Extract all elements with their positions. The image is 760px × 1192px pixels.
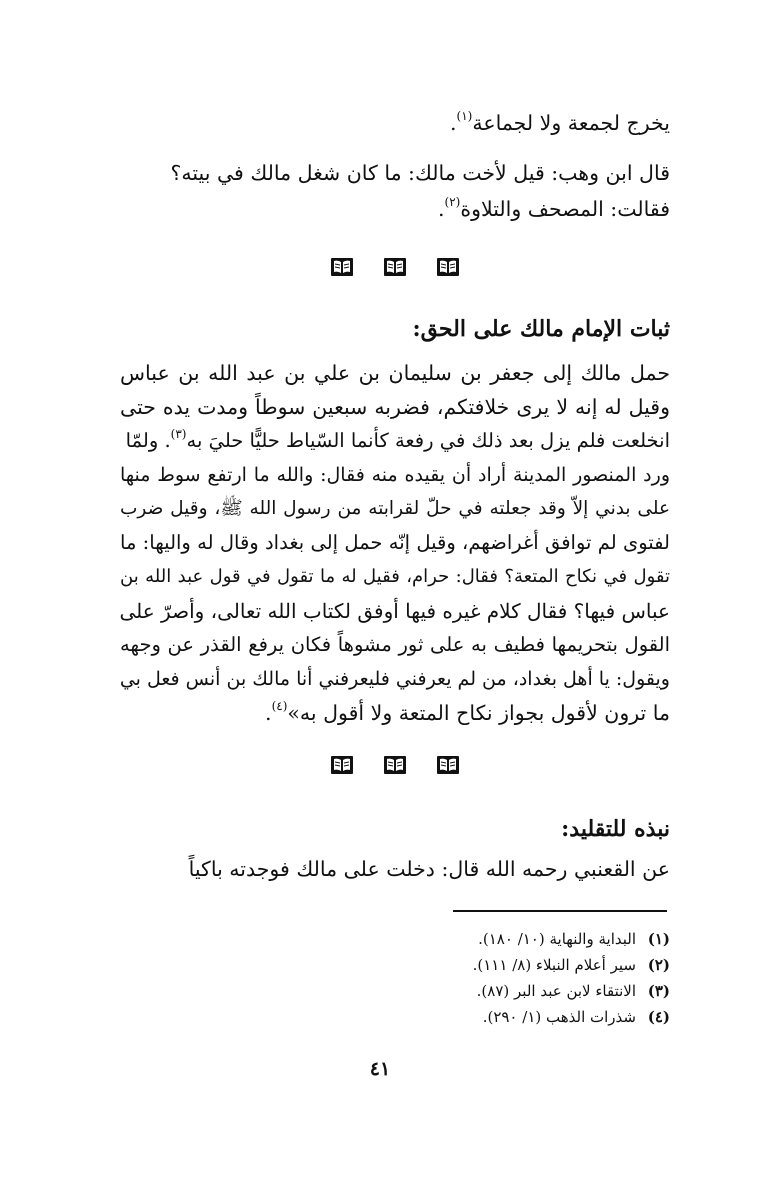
section2-line-1: عن القعنبي رحمه الله قال: دخلت على مالك فوجدته باكياً	[188, 857, 670, 881]
intro-line-3	[120, 192, 670, 226]
body-line-with-ref	[120, 424, 670, 458]
body-line: ورد المنصور المدينة أراد أن يقيده منه فقال: والله ما ارتفع سوط منها	[120, 464, 670, 486]
intro-line-3-end: .	[437, 197, 445, 221]
page-number: ٤١	[369, 1058, 391, 1080]
footnote-text: شذرات الذهب (١/ ٢٩٠).	[482, 1008, 636, 1026]
footnote-ref-2: (٢)	[444, 195, 461, 210]
intro-line-1-text: يخرج لجمعة ولا لجماعة	[472, 111, 670, 135]
section-heading-imitation: نبذه للتقليد:	[561, 816, 670, 842]
section-divider-ornaments-2	[330, 752, 460, 778]
body-last-text: ما ترون لأقول بجواز نكاح المتعة ولا أقول به»	[287, 701, 670, 725]
open-book-icon	[330, 754, 354, 776]
footnote-separator	[453, 910, 667, 912]
body-line: القول بتحريمها فطيف به على ثور مشوهاً فكان يرفع القذر عن وجهه	[120, 633, 670, 656]
footnote-text: الانتقاء لابن عبد البر (٨٧).	[476, 982, 636, 1000]
body-line: تقول في نكاح المتعة؟ فقال: حرام، فقيل له ما تقول في قول عبد الله بن	[120, 566, 670, 587]
body-line-3-tail: . ولمّا	[125, 429, 171, 452]
body-line: حمل مالك إلى جعفر بن سليمان بن علي بن عبد الله بن عباس	[120, 361, 670, 385]
open-book-icon	[383, 256, 407, 278]
footnote-text: سير أعلام النبلاء (٨/ ١١١).	[472, 956, 636, 974]
footnote-1	[300, 927, 670, 951]
footnote-3	[300, 979, 670, 1003]
footnote-number: (٢)	[647, 956, 670, 974]
body-last-end: .	[265, 701, 272, 725]
footnote-number: (٣)	[647, 982, 670, 1000]
intro-line-1-end: .	[450, 111, 457, 135]
footnote-text: البداية والنهاية (١٠/ ١٨٠).	[478, 930, 636, 948]
open-book-icon	[330, 256, 354, 278]
intro-line-3-text: فقالت: المصحف والتلاوة	[460, 197, 670, 221]
footnote-4	[300, 1005, 670, 1029]
intro-line-2: قال ابن وهب: قيل لأخت مالك: ما كان شغل مالك في بيته؟	[170, 161, 670, 185]
body-line-last	[120, 696, 670, 730]
body-line: وقيل له إنه لا يرى خلافتكم، فضربه سبعين سوطاً ومدت يده حتى	[120, 395, 670, 419]
footnote-2	[300, 953, 670, 977]
footnote-ref-3: (٣)	[170, 426, 187, 441]
intro-line-1	[120, 106, 670, 140]
footnote-ref-1: (١)	[456, 109, 473, 124]
open-book-icon	[383, 754, 407, 776]
body-line: ويقول: يا أهل بغداد، من لم يعرفني فليعرفني أنا مالك بن أنس فعل بي	[119, 668, 670, 690]
body-line-3-text: انخلعت فلم يزل بعد ذلك في رفعة كأنما السّياط حليًّا حليَ به	[186, 429, 670, 452]
body-line: عباس فيها؟ فقال كلام غيره فيها أوفق لكتاب الله تعالى، وأصرّ على	[119, 599, 670, 623]
open-book-icon	[436, 754, 460, 776]
footnote-number: (٤)	[647, 1008, 670, 1026]
section-divider-ornaments-1	[330, 254, 460, 280]
footnote-number: (١)	[647, 930, 670, 948]
body-line: على بدني إلاّ وقد جعلته في حلّ لقرابته من رسول الله ﷺ، وقيل ضرب	[120, 498, 670, 519]
footnote-ref-4: (٤)	[271, 699, 288, 714]
section-heading-steadfastness: ثبات الإمام مالك على الحق:	[412, 316, 670, 342]
body-line: لفتوى لم توافق أغراضهم، وقيل إنّه حمل إلى بغداد وقال له واليها: ما	[120, 531, 670, 554]
open-book-icon	[436, 256, 460, 278]
